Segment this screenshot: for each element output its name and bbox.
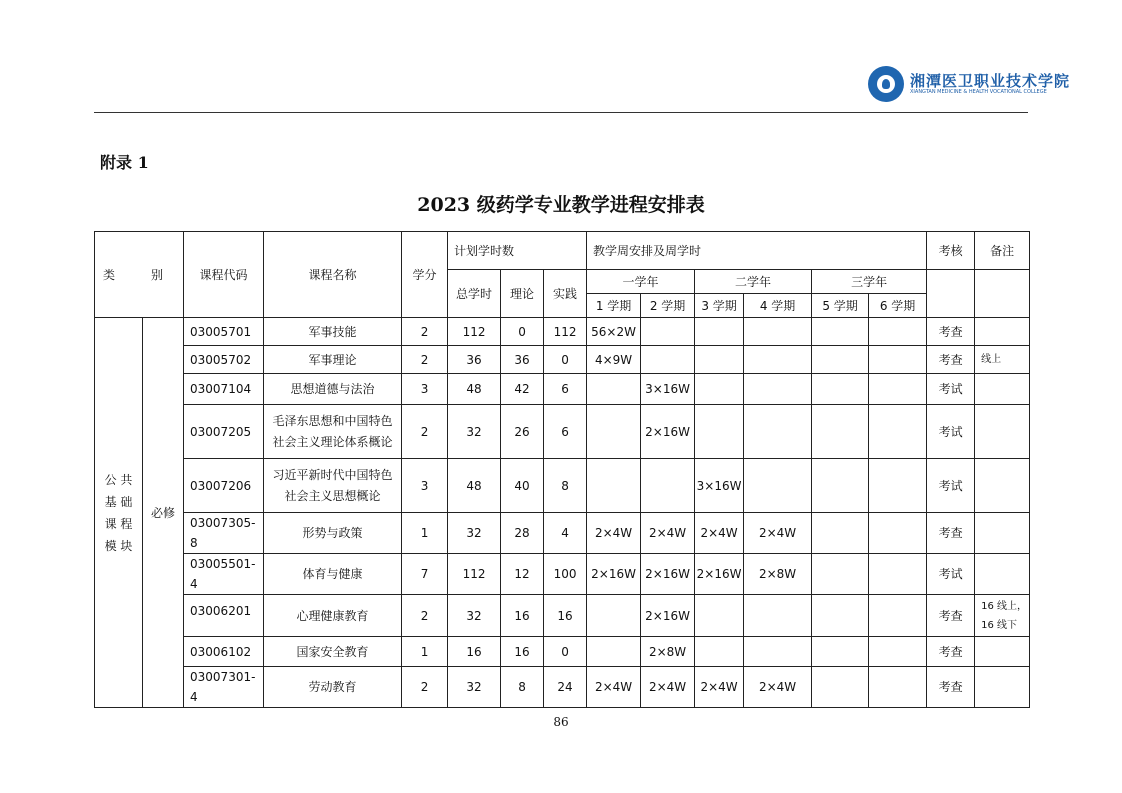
header-name: 课程名称 [264, 232, 402, 318]
credit: 2 [402, 346, 448, 374]
sem6-cell [869, 374, 927, 405]
theory-hours: 28 [501, 513, 544, 554]
table-row [95, 405, 1030, 459]
sem5-cell [812, 346, 869, 374]
theory-hours: 26 [501, 405, 544, 459]
total-hours: 32 [448, 405, 501, 459]
sem1-cell [587, 595, 641, 637]
practice-hours: 4 [544, 513, 587, 554]
sem6-cell [869, 346, 927, 374]
sem2-cell: 2×16W [641, 595, 695, 637]
credit: 1 [402, 637, 448, 667]
exam-type: 考查 [927, 346, 975, 374]
theory-hours: 16 [501, 595, 544, 637]
sem3-cell [695, 374, 744, 405]
sem4-cell [744, 595, 812, 637]
practice-hours: 24 [544, 667, 587, 708]
table-row [95, 374, 1030, 405]
course-code: 03007301-4 [184, 667, 264, 708]
note-cell [975, 554, 1030, 595]
sem4-cell: 2×8W [744, 554, 812, 595]
header-note-blank [975, 270, 1030, 318]
sem2-cell [641, 318, 695, 346]
sem2-cell: 2×16W [641, 554, 695, 595]
header-total: 总学时 [448, 270, 501, 318]
sem1-cell: 2×4W [587, 667, 641, 708]
sem5-cell [812, 459, 869, 513]
total-hours: 16 [448, 637, 501, 667]
total-hours: 112 [448, 554, 501, 595]
credit: 3 [402, 374, 448, 405]
credit: 2 [402, 318, 448, 346]
practice-hours: 6 [544, 374, 587, 405]
practice-hours: 0 [544, 637, 587, 667]
practice-hours: 112 [544, 318, 587, 346]
header-sem3: 3 学期 [695, 294, 744, 318]
course-code: 03005701 [184, 318, 264, 346]
sem4-cell [744, 459, 812, 513]
practice-hours: 100 [544, 554, 587, 595]
sem1-cell: 2×4W [587, 513, 641, 554]
header-credit: 学分 [402, 232, 448, 318]
note-cell [975, 459, 1030, 513]
theory-hours: 0 [501, 318, 544, 346]
sem1-cell: 4×9W [587, 346, 641, 374]
theory-hours: 40 [501, 459, 544, 513]
header-sem1: 1 学期 [587, 294, 641, 318]
header-exam: 考核 [927, 232, 975, 270]
credit: 3 [402, 459, 448, 513]
exam-type: 考试 [927, 554, 975, 595]
module-label: 公 共 基 础 课 程 模 块 [95, 318, 143, 708]
credit: 1 [402, 513, 448, 554]
header-rule [94, 112, 1028, 113]
header-theory: 理论 [501, 270, 544, 318]
sem6-cell [869, 459, 927, 513]
sem6-cell [869, 667, 927, 708]
course-code: 03007206 [184, 459, 264, 513]
sem1-cell: 2×16W [587, 554, 641, 595]
sem2-cell: 2×16W [641, 405, 695, 459]
course-name: 国家安全教育 [264, 637, 402, 667]
practice-hours: 6 [544, 405, 587, 459]
sem1-cell [587, 459, 641, 513]
table-row [95, 554, 1030, 595]
logo-english-name: XIANGTAN MEDICINE & HEALTH VOCATIONAL COLLEGE [910, 89, 1047, 95]
exam-type: 考试 [927, 374, 975, 405]
course-name: 思想道德与法治 [264, 374, 402, 405]
college-logo [868, 66, 1071, 104]
table-row [95, 667, 1030, 708]
header-exam-blank [927, 270, 975, 318]
total-hours: 32 [448, 595, 501, 637]
sem2-cell [641, 346, 695, 374]
note-cell: 16 线上， 16 线下 [975, 595, 1030, 637]
sem3-cell [695, 637, 744, 667]
practice-hours: 0 [544, 346, 587, 374]
page-number: 86 [553, 715, 569, 729]
theory-hours: 16 [501, 637, 544, 667]
course-name: 劳动教育 [264, 667, 402, 708]
practice-hours: 16 [544, 595, 587, 637]
sem4-cell: 2×4W [744, 667, 812, 708]
note-cell: 线上 [975, 346, 1030, 374]
header-sem5: 5 学期 [812, 294, 869, 318]
exam-type: 考试 [927, 459, 975, 513]
header-sem4: 4 学期 [744, 294, 812, 318]
sem2-cell [641, 459, 695, 513]
total-hours: 112 [448, 318, 501, 346]
course-code: 03007305-8 [184, 513, 264, 554]
sem3-cell [695, 318, 744, 346]
appendix-label: 附录 1 [100, 153, 149, 172]
sem5-cell [812, 595, 869, 637]
logo-chinese-name: 湘潭医卫职业技术学院 [910, 72, 1071, 90]
sem5-cell [812, 405, 869, 459]
college-emblem-icon [868, 66, 904, 102]
theory-hours: 8 [501, 667, 544, 708]
course-code: 03006102 [184, 637, 264, 667]
sem4-cell [744, 405, 812, 459]
credit: 2 [402, 595, 448, 637]
sem3-cell: 2×16W [695, 554, 744, 595]
total-hours: 48 [448, 374, 501, 405]
practice-hours: 8 [544, 459, 587, 513]
page-title: 2023 级药学专业教学进程安排表 [417, 194, 705, 216]
total-hours: 32 [448, 667, 501, 708]
note-cell [975, 637, 1030, 667]
table-row [95, 637, 1030, 667]
sem3-cell [695, 405, 744, 459]
schedule-table [94, 231, 1030, 708]
sem5-cell [812, 554, 869, 595]
course-name: 体育与健康 [264, 554, 402, 595]
sem1-cell: 56×2W [587, 318, 641, 346]
course-code: 03005501-4 [184, 554, 264, 595]
total-hours: 48 [448, 459, 501, 513]
sem1-cell [587, 637, 641, 667]
sem4-cell [744, 374, 812, 405]
credit: 2 [402, 405, 448, 459]
course-name: 形势与政策 [264, 513, 402, 554]
sem5-cell [812, 318, 869, 346]
sem6-cell [869, 595, 927, 637]
note-cell [975, 513, 1030, 554]
credit: 7 [402, 554, 448, 595]
exam-type: 考查 [927, 595, 975, 637]
header-category: 类 别 [95, 232, 184, 318]
sem5-cell [812, 637, 869, 667]
sem4-cell [744, 637, 812, 667]
course-code: 03005702 [184, 346, 264, 374]
table-row [95, 595, 1030, 637]
sem4-cell: 2×4W [744, 513, 812, 554]
sem3-cell: 2×4W [695, 667, 744, 708]
sem3-cell: 3×16W [695, 459, 744, 513]
sem2-cell: 3×16W [641, 374, 695, 405]
sem3-cell [695, 595, 744, 637]
header-sem2: 2 学期 [641, 294, 695, 318]
course-name: 毛泽东思想和中国特色 社会主义理论体系概论 [264, 405, 402, 459]
table-row [95, 318, 1030, 346]
sem1-cell [587, 374, 641, 405]
course-name: 习近平新时代中国特色 社会主义思想概论 [264, 459, 402, 513]
header-note: 备注 [975, 232, 1030, 270]
course-name: 军事理论 [264, 346, 402, 374]
exam-type: 考查 [927, 667, 975, 708]
sem2-cell: 2×8W [641, 637, 695, 667]
header-practice: 实践 [544, 270, 587, 318]
sem6-cell [869, 513, 927, 554]
table-row [95, 459, 1030, 513]
exam-type: 考查 [927, 637, 975, 667]
course-code: 03007104 [184, 374, 264, 405]
course-name: 军事技能 [264, 318, 402, 346]
sem6-cell [869, 318, 927, 346]
sem3-cell [695, 346, 744, 374]
course-code: 03007205 [184, 405, 264, 459]
exam-type: 考试 [927, 405, 975, 459]
sem4-cell [744, 318, 812, 346]
theory-hours: 42 [501, 374, 544, 405]
sem1-cell [587, 405, 641, 459]
sem6-cell [869, 405, 927, 459]
exam-type: 考查 [927, 318, 975, 346]
total-hours: 36 [448, 346, 501, 374]
exam-type: 考查 [927, 513, 975, 554]
credit: 2 [402, 667, 448, 708]
header-year3: 三学年 [812, 270, 927, 294]
theory-hours: 36 [501, 346, 544, 374]
header-code: 课程代码 [184, 232, 264, 318]
sem4-cell [744, 346, 812, 374]
sem3-cell: 2×4W [695, 513, 744, 554]
course-name: 心理健康教育 [264, 595, 402, 637]
total-hours: 32 [448, 513, 501, 554]
note-cell [975, 405, 1030, 459]
sem5-cell [812, 374, 869, 405]
sem6-cell [869, 554, 927, 595]
header-year1: 一学年 [587, 270, 695, 294]
sem2-cell: 2×4W [641, 667, 695, 708]
note-cell [975, 374, 1030, 405]
sem2-cell: 2×4W [641, 513, 695, 554]
table-row [95, 346, 1030, 374]
theory-hours: 12 [501, 554, 544, 595]
course-code: 03006201 [184, 595, 264, 637]
course-type: 必修 [143, 318, 184, 708]
sem5-cell [812, 667, 869, 708]
header-plan-hours: 计划学时数 [448, 232, 587, 270]
header-sem6: 6 学期 [869, 294, 927, 318]
header-weekly: 教学周安排及周学时 [587, 232, 927, 270]
table-row [95, 513, 1030, 554]
header-year2: 二学年 [695, 270, 812, 294]
note-cell [975, 667, 1030, 708]
sem5-cell [812, 513, 869, 554]
note-cell [975, 318, 1030, 346]
sem6-cell [869, 637, 927, 667]
